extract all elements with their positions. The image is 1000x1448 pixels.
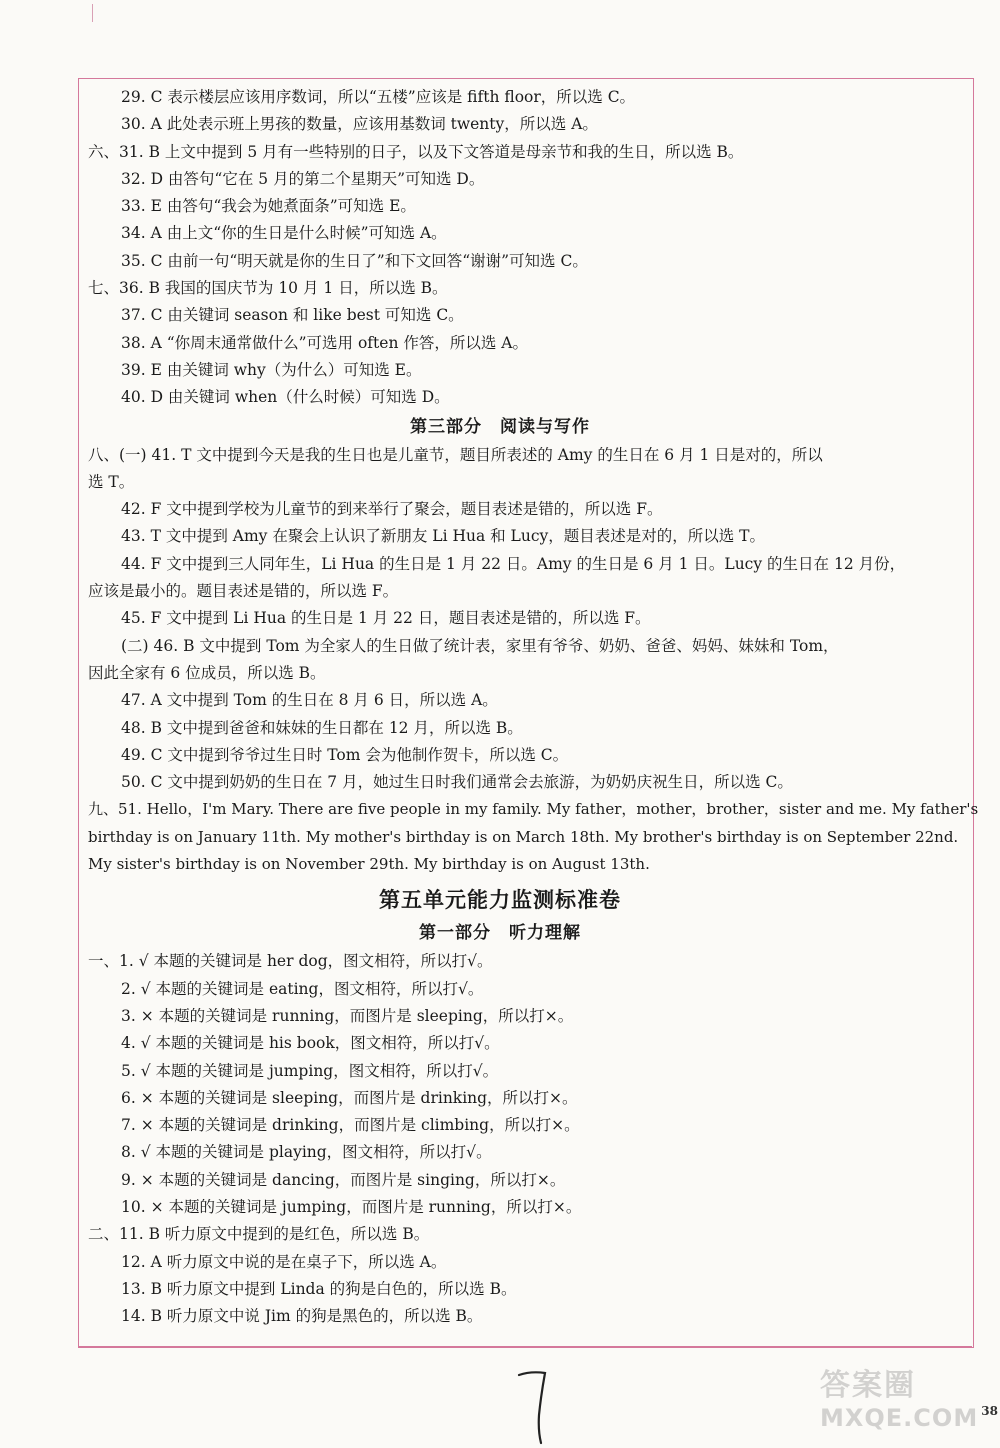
margin-tick bbox=[92, 4, 93, 22]
answer-line: 14. B 听力原文中说 Jim 的狗是黑色的，所以选 B。 bbox=[121, 1307, 483, 1326]
answer-line: 因此全家有 6 位成员，所以选 B。 bbox=[88, 663, 326, 682]
answer-line: birthday is on January 11th. My mother's birthday is on March 18th. My brother's birthday is on September 22nd. bbox=[88, 827, 959, 846]
answer-line: 九、51. Hello，I'm Mary. There are five people in my family. My father，mother，brother，sister and me. My father's bbox=[88, 800, 979, 819]
answer-line: 35. C 由前一句“明天就是你的生日了”和下文回答“谢谢”可知选 C。 bbox=[121, 251, 588, 270]
answer-line: 4. √ 本题的关键词是 his book，图文相符，所以打√。 bbox=[121, 1034, 500, 1053]
answer-line: My sister's birthday is on November 29th. My birthday is on August 13th. bbox=[88, 855, 650, 874]
section-heading: 第三部分 阅读与写作 bbox=[410, 416, 590, 437]
answer-line: 应该是最小的。题目表述是错的，所以选 F。 bbox=[88, 582, 399, 601]
handwritten-seven-mark bbox=[515, 1365, 555, 1445]
answer-line: 七、36. B 我国的国庆节为 10 月 1 日，所以选 B。 bbox=[88, 279, 448, 298]
answer-line: 44. F 文中提到三人同年生，Li Hua 的生日是 1 月 22 日。Amy 的生日是 6 月 1 日。Lucy 的生日在 12 月份， bbox=[121, 554, 906, 573]
answer-line: (二) 46. B 文中提到 Tom 为全家人的生日做了统计表，家里有爷爷、奶奶、爸爸、妈妈、妹妹和 Tom， bbox=[121, 636, 839, 655]
answer-line: 5. √ 本题的关键词是 jumping，图文相符，所以打√。 bbox=[121, 1061, 499, 1080]
answer-line: 八、(一) 41. T 文中提到今天是我的生日也是儿童节，题目所表述的 Amy 的生日在 6 月 1 日是对的，所以 bbox=[88, 445, 823, 464]
answer-line: 3. × 本题的关键词是 running，而图片是 sleeping，所以打×。 bbox=[121, 1006, 574, 1025]
answer-line: 9. × 本题的关键词是 dancing，而图片是 singing，所以打×。 bbox=[121, 1170, 566, 1189]
answer-line: 7. × 本题的关键词是 drinking，而图片是 climbing，所以打×。 bbox=[121, 1116, 580, 1135]
answer-line: 49. C 文中提到爷爷过生日时 Tom 会为他制作贺卡，所以选 C。 bbox=[121, 745, 569, 764]
answer-line: 34. A 由上文“你的生日是什么时候”可知选 A。 bbox=[121, 224, 447, 243]
section-heading: 第一部分 听力理解 bbox=[419, 923, 581, 944]
answer-line: 50. C 文中提到奶奶的生日在 7 月，她过生日时我们通常会去旅游，为奶奶庆祝生日，所以选 C。 bbox=[121, 773, 793, 792]
answer-line: 8. √ 本题的关键词是 playing，图文相符，所以打√。 bbox=[121, 1143, 492, 1162]
answer-line: 6. × 本题的关键词是 sleeping，而图片是 drinking，所以打×。 bbox=[121, 1088, 578, 1107]
answer-line: 45. F 文中提到 Li Hua 的生日是 1 月 22 日，题目表述是错的，所以选 F。 bbox=[121, 609, 651, 628]
answer-line: 48. B 文中提到爸爸和妹妹的生日都在 12 月，所以选 B。 bbox=[121, 718, 523, 737]
answer-line: 29. C 表示楼层应该用序数词，所以“五楼”应该是 fifth floor，所以选 C。 bbox=[121, 88, 636, 106]
answer-line: 37. C 由关键词 season 和 like best 可知选 C。 bbox=[121, 306, 464, 325]
watermark-top: 答案圈 bbox=[820, 1368, 916, 1403]
answer-line: 47. A 文中提到 Tom 的生日在 8 月 6 日，所以选 A。 bbox=[121, 691, 498, 710]
answer-line: 二、11. B 听力原文中提到的是红色，所以选 B。 bbox=[88, 1225, 430, 1244]
answer-line: 13. B 听力原文中提到 Linda 的狗是白色的，所以选 B。 bbox=[121, 1279, 517, 1298]
watermark bbox=[820, 1360, 990, 1440]
answer-line: 一、1. √ 本题的关键词是 her dog，图文相符，所以打√。 bbox=[88, 952, 493, 971]
answer-line: 32. D 由答句“它在 5 月的第二个星期天”可知选 D。 bbox=[121, 169, 485, 188]
answer-line: 40. D 由关键词 when（什么时候）可知选 D。 bbox=[121, 388, 450, 407]
unit-title: 第五单元能力监测标准卷 bbox=[379, 888, 621, 913]
page-number: 38 bbox=[981, 1404, 998, 1418]
answer-line: 43. T 文中提到 Amy 在聚会上认识了新朋友 Li Hua 和 Lucy，题目表述是对的，所以选 T。 bbox=[121, 527, 766, 546]
answer-line: 12. A 听力原文中说的是在桌子下，所以选 A。 bbox=[121, 1252, 447, 1271]
answer-content bbox=[0, 84, 1000, 1330]
answer-line: 33. E 由答句“我会为她煮面条”可知选 E。 bbox=[121, 197, 416, 216]
answer-line: 38. A “你周末通常做什么”可选用 often 作答，所以选 A。 bbox=[121, 333, 528, 352]
watermark-bottom: MXQE.COM bbox=[820, 1404, 979, 1432]
answer-line: 39. E 由关键词 why（为什么）可知选 E。 bbox=[121, 360, 422, 379]
answer-line: 10. × 本题的关键词是 jumping，而图片是 running，所以打×。 bbox=[121, 1197, 582, 1216]
answer-line: 六、31. B 上文中提到 5 月有一些特别的日子，以及下文答道是母亲节和我的生日，所以选 B。 bbox=[88, 142, 744, 161]
answer-line: 42. F 文中提到学校为儿童节的到来举行了聚会，题目表述是错的，所以选 F。 bbox=[121, 500, 663, 519]
answer-line: 选 T。 bbox=[88, 472, 135, 491]
bottom-rule bbox=[78, 1346, 972, 1353]
answer-line: 2. √ 本题的关键词是 eating，图文相符，所以打√。 bbox=[121, 979, 484, 998]
answer-line: 30. A 此处表示班上男孩的数量，应该用基数词 twenty，所以选 A。 bbox=[121, 115, 598, 134]
